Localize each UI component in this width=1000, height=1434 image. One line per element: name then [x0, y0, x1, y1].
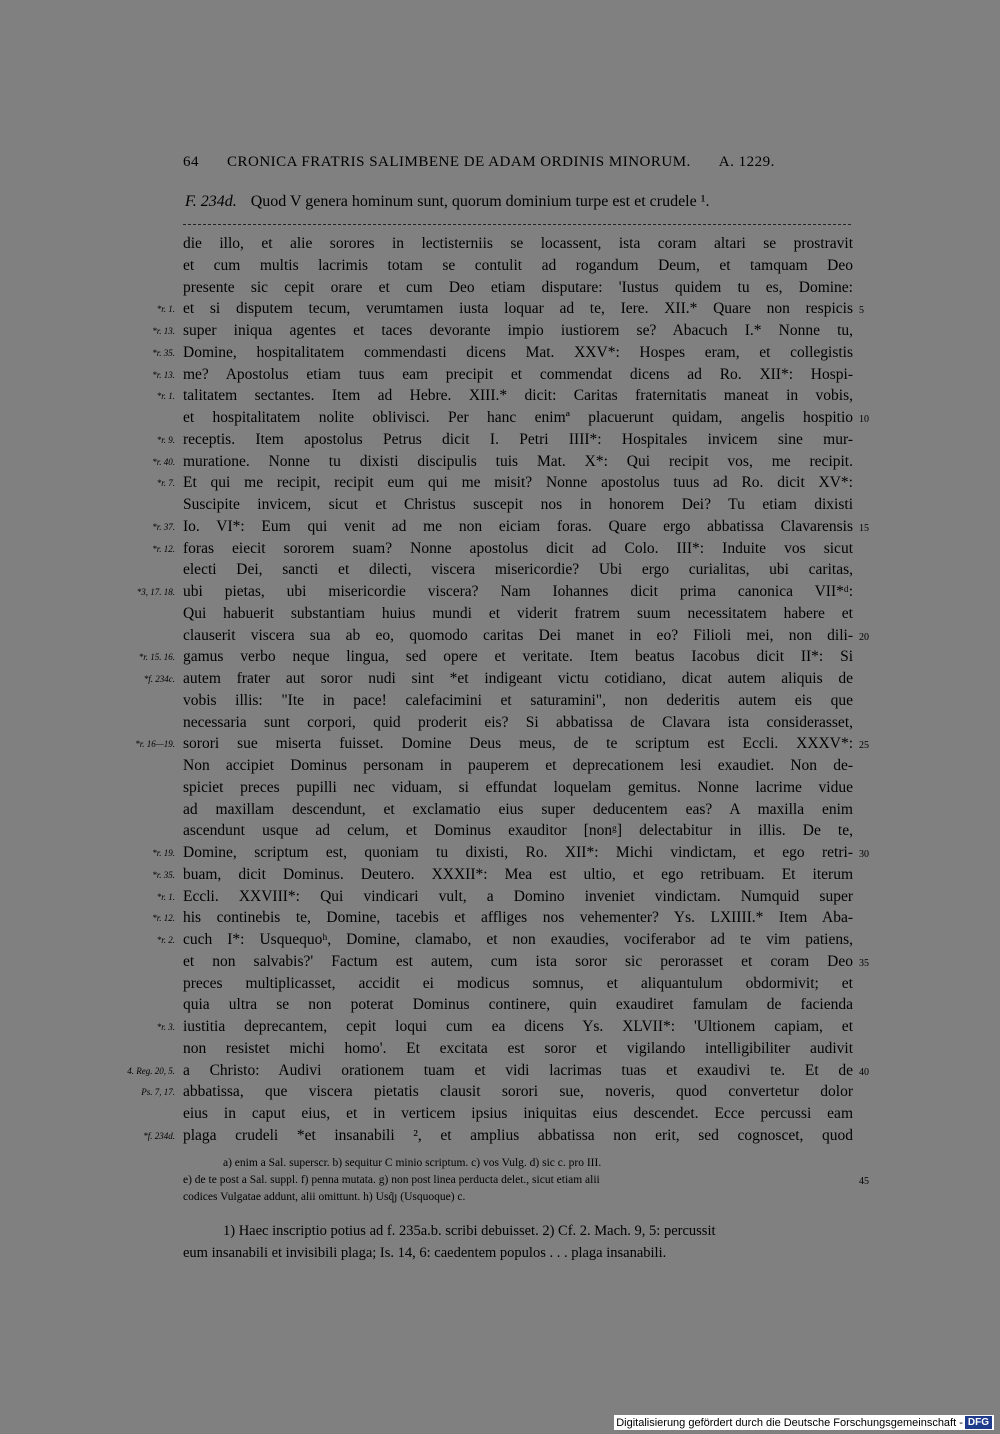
credit-text: Digitalisierung gefördert durch die Deutsche Forschungsgemeinschaft -	[616, 1416, 963, 1429]
line-text: cuch I*: Usquequoʰ, Domine, clamabo, et non exaudies, vociferabor ad te vim patiens,	[183, 931, 853, 948]
margin-reference: *r. 19.	[152, 848, 175, 858]
text-line	[0, 1125, 1000, 1147]
line-text: abbatissa, que viscera pietatis clausit sorori sue, noveris, quod convertetur dolor	[183, 1083, 853, 1101]
line-text: super iniqua agentes et taces devorante impio iustiorem se? Abacuch I.* Nonne tu,	[183, 322, 853, 339]
line-text: quia ultra se non poterat Dominus continere, quin exaudiret famulam de facienda	[183, 996, 853, 1014]
line-text: sorori sue miserta fuisset. Domine Deus meus, de te scriptum est Eccli. XXXV*:	[183, 735, 853, 753]
line-text: receptis. Item apostolus Petrus dicit I. Petri IIII*: Hospitales invicem sine mur-	[183, 430, 853, 448]
margin-reference: *r. 1.	[156, 304, 175, 315]
line-text: et non salvabis?' Factum est autem, cum ista soror sic perorasset et coram Deo	[183, 952, 853, 970]
apparatus-text: a) enim a Sal. superscr. b) sequitur C minio scriptum. c) vos Vulg. d) sic c. pro III.	[223, 1157, 602, 1169]
line-number: 25	[859, 740, 869, 752]
line-text: Domine, hospitalitatem commendasti dicens Mat. XXV*: Hospes eram, et collegistis	[183, 343, 853, 361]
text-line	[0, 712, 1000, 734]
text-line	[0, 451, 1000, 473]
text-line	[0, 1081, 1000, 1103]
line-text: vobis illis: "Ite in pace! calefacimini et saturamini", non dederitis autem eis que	[183, 691, 853, 709]
line-text: et cum multis lacrimis totam se contulit ad rogandum Deum, et tamquam Deo	[183, 256, 853, 274]
line-text: Io. VI*: Eum qui venit ad me non eiciam foras. Quare ergo abbatissa Clavarensis	[183, 517, 853, 535]
text-line	[0, 603, 1000, 625]
margin-reference: *r. 12.	[152, 913, 175, 924]
line-text: me? Apostolus etiam tuus eam precipit et commendat dicens ad Ro. XII*: Hospi-	[183, 365, 853, 383]
text-line	[0, 886, 1000, 908]
line-number: 15	[859, 522, 869, 534]
margin-reference: *r. 13.	[152, 326, 175, 336]
text-line	[0, 429, 1000, 451]
line-number: 5	[859, 305, 864, 317]
text-line	[0, 1060, 1000, 1082]
line-text: Qui habuerit substantiam huius mundi et viderit fratrem suum necessitatem habere et	[183, 604, 853, 622]
text-line	[0, 407, 1000, 429]
line-text: clauserit viscera sua ab eo, quomodo caritas Dei manet in eo? Filioli mei, non dili-	[183, 626, 853, 644]
margin-reference: Ps. 7, 17.	[141, 1087, 175, 1098]
text-line	[0, 842, 1000, 864]
folio-label: F. 234d.	[185, 193, 237, 210]
margin-reference: *r. 40.	[152, 456, 175, 467]
year: A. 1229.	[718, 154, 775, 170]
text-line	[0, 951, 1000, 973]
running-title: CRONICA FRATRIS SALIMBENE DE ADAM ORDINIS MINORUM.	[227, 154, 691, 170]
text-line	[0, 994, 1000, 1016]
line-text: Et qui me recipit, recipit eum qui me misit? Nonne apostolus tuus ad Ro. dicit XV*:	[183, 474, 853, 492]
apparatus-text: codices Vulgatae addunt, alii omittunt. h) Usq̃ȷ (Usquoque) c.	[183, 1191, 466, 1203]
text-line	[0, 1103, 1000, 1125]
text-line	[0, 820, 1000, 842]
dfg-logo: DFG	[965, 1416, 992, 1429]
margin-reference: *r. 12.	[152, 543, 175, 554]
text-line	[0, 472, 1000, 494]
line-number: 30	[859, 849, 869, 860]
line-text: Domine, scriptum est, quoniam tu dixisti, Ro. XII*: Michi vindictam, et ego retri-	[183, 844, 853, 861]
line-text: autem frater aut soror nudi sint *et indigeant victu cotidiano, dicat autem aliquis de	[183, 670, 853, 687]
text-line	[0, 1038, 1000, 1060]
line-text: eius in caput eius, et in verticem ipsius iniquitas eius descendet. Ecce percussi eam	[183, 1105, 853, 1122]
footnote-text: eum insanabili et invisibili plaga; Is. 14, 6: caedentem populos . . . plaga insanabili.	[183, 1245, 667, 1261]
line-text: ad maxillam descendunt, et exclamatio eius super deducentem eas? A maxilla enim	[183, 800, 853, 818]
text-line	[0, 581, 1000, 603]
margin-reference: *r. 37.	[152, 521, 175, 532]
page-number: 64	[183, 154, 199, 170]
text-line	[0, 733, 1000, 755]
line-text: foras eiecit sororem suam? Nonne apostolus dicit ad Colo. III*: Induite vos sicut	[183, 539, 853, 557]
line-text: preces multiplicasset, accidit ei modicus somnus, et aliquantulum obdormivit; et	[183, 974, 853, 992]
text-line	[0, 516, 1000, 538]
margin-reference: *f. 234c.	[143, 674, 175, 684]
line-text: his continebis te, Domine, tacebis et affliges nos vehementer? Ys. LXIIII.* Item Aba-	[183, 909, 853, 927]
critical-apparatus	[183, 1155, 869, 1206]
line-number: 45	[859, 1176, 869, 1187]
text-line	[0, 646, 1000, 668]
footnote-text: 1) Haec inscriptio potius ad f. 235a.b. scribi debuisset. 2) Cf. 2. Mach. 9, 5: percussit	[223, 1223, 716, 1239]
margin-reference: *r. 16—19.	[135, 739, 175, 750]
margin-reference: *f. 234d.	[143, 1130, 175, 1141]
text-line	[0, 298, 1000, 320]
text-line	[0, 777, 1000, 799]
line-number: 35	[859, 957, 869, 969]
apparatus-line	[183, 1189, 863, 1206]
text-line	[0, 690, 1000, 712]
line-number: 40	[859, 1066, 869, 1078]
text-line	[0, 364, 1000, 386]
margin-reference: 4. Reg. 20, 5.	[127, 1065, 175, 1076]
line-text: spiciet preces pupilli nec viduam, si effundat loquelam gemitus. Nonne lacrime vidue	[183, 778, 853, 796]
apparatus-text: e) de te post a Sal. suppl. f) penna mutata. g) non post linea perducta delet., sicut etiam alii	[183, 1174, 600, 1186]
apparatus-line	[183, 1155, 863, 1172]
text-line	[0, 538, 1000, 560]
text-line	[0, 625, 1000, 647]
text-line	[0, 973, 1000, 995]
margin-reference: *r. 7.	[156, 478, 175, 489]
title-divider	[183, 224, 851, 225]
text-line	[0, 494, 1000, 516]
text-line	[0, 799, 1000, 821]
margin-reference: *r. 35.	[152, 347, 175, 358]
text-line	[0, 907, 1000, 929]
line-text: die illo, et alie sorores in lectisterniis se locassent, ista coram altari se prostravit	[183, 235, 853, 252]
margin-reference: *r. 35.	[152, 869, 175, 880]
line-text: ubi pietas, ubi misericordie viscera? Nam Iohannes dicit prima canonica VII*ᵈ:	[183, 583, 853, 600]
margin-reference: *r. 3.	[156, 1022, 175, 1032]
line-text: et hospitalitatem nolite oblivisci. Per hanc enimª placuerunt quidam, angelis hospitio	[183, 409, 853, 426]
section-title-text: Quod V genera hominum sunt, quorum dominium turpe est et crudele ¹.	[250, 193, 710, 210]
section-title	[185, 193, 865, 211]
text-line	[0, 755, 1000, 777]
line-text: presente sic cepit orare et cum Deo etiam disputare: 'Iustus quidem tu es, Domine:	[183, 278, 853, 296]
line-number: 20	[859, 631, 869, 643]
text-line	[0, 277, 1000, 299]
line-text: muratione. Nonne tu dixisti discipulis tuis Mat. X*: Qui recipit vos, me recipit.	[183, 452, 853, 470]
margin-reference: *r. 1.	[156, 891, 175, 902]
line-text: non resistet michi homo'. Et excitata est soror et vigilando intelligibiliter audivit	[183, 1039, 853, 1057]
margin-reference: *r. 13.	[152, 369, 175, 380]
text-line	[0, 233, 1000, 255]
text-line	[0, 559, 1000, 581]
line-text: gamus verbo neque lingua, sed opere et veritate. Item beatus Iacobus dicit II*: Si	[183, 648, 853, 666]
text-line	[0, 342, 1000, 364]
line-text: Suscipite invicem, sicut et Christus suscepit nos in honorem Dei? Tu etiam dixisti	[183, 496, 853, 513]
text-line	[0, 668, 1000, 690]
footnote-line	[183, 1220, 863, 1242]
running-header	[183, 154, 810, 171]
line-text: buam, dicit Dominus. Deutero. XXXII*: Mea est ultio, et ego retribuam. Et iterum	[183, 865, 853, 883]
text-line	[0, 929, 1000, 951]
apparatus-line	[183, 1172, 869, 1189]
text-line	[0, 1016, 1000, 1038]
line-text: iustitia deprecantem, cepit loqui cum ea dicens Ys. XLVII*: 'Ultionem capiam, et	[183, 1018, 853, 1035]
main-text	[0, 233, 1000, 1147]
line-text: electi Dei, sancti et dilecti, viscera misericordie? Ubi ergo curialitas, ubi caritas,	[183, 561, 853, 579]
line-text: Non accipiet Dominus personam in pauperem et deprecationem lesi exaudiet. Non de-	[183, 757, 853, 774]
margin-reference: *r. 15. 16.	[138, 652, 175, 663]
text-line	[0, 385, 1000, 407]
margin-reference: *r. 2.	[156, 935, 175, 945]
footer-credit	[614, 1415, 994, 1430]
line-text: a Christo: Audivi orationem tuam et vidi lacrimas tuas et exaudivi te. Et de	[183, 1061, 853, 1079]
line-text: necessaria sunt corpori, quid proderit eis? Si abbatissa de Clavara ista considerasset,	[183, 713, 853, 731]
margin-reference: *r. 9.	[156, 434, 175, 445]
text-line	[0, 864, 1000, 886]
line-text: Eccli. XXVIII*: Qui vindicari vult, a Domino inveniet vindictam. Numquid super	[183, 887, 853, 905]
line-number: 10	[859, 414, 869, 425]
margin-reference: *r. 1.	[156, 391, 175, 402]
footnotes	[183, 1220, 863, 1264]
text-line	[0, 255, 1000, 277]
line-text: ascendunt usque ad celum, et Dominus exauditor [nonᵍ] delectabitur in illis. De te,	[183, 822, 853, 840]
line-text: talitatem sectantes. Item ad Hebre. XIII.* dicit: Caritas fraternitatis maneat in vobis,	[183, 387, 853, 405]
line-text: plaga crudeli *et insanabili ², et amplius abbatissa non erit, sed cognoscet, quod	[183, 1126, 853, 1144]
text-line	[0, 320, 1000, 342]
margin-reference: *3, 17. 18.	[136, 587, 175, 597]
footnote-line	[183, 1242, 863, 1264]
line-text: et si disputem tecum, verumtamen iusta loquar ad te, Iere. XII.* Quare non respicis	[183, 300, 853, 318]
